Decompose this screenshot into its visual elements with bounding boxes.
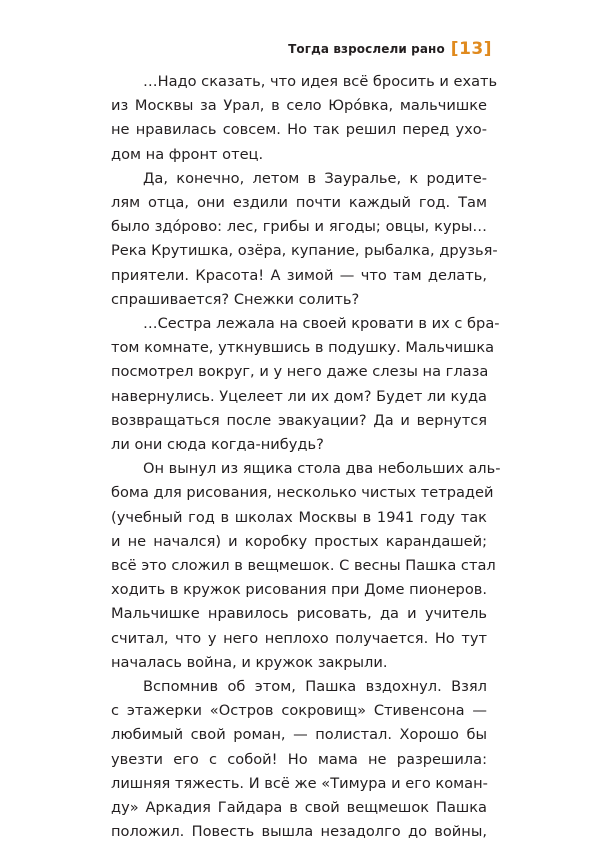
paragraph xyxy=(111,70,498,167)
text-line: Да, конечно, летом в Зауралье, к родите- xyxy=(143,169,487,187)
text-line: спрашивается? Снежки солить? xyxy=(111,290,360,308)
text-line: ли они сюда когда-нибудь? xyxy=(111,436,324,454)
paragraph xyxy=(111,675,487,844)
text-line: было здо́рово: лес, грибы и ягоды; овцы, куры… xyxy=(111,218,487,236)
text-line: ходить в кружок рисования при Доме пионеров. xyxy=(111,581,487,599)
text-line: не нравилась совсем. Но так решил перед ухо- xyxy=(111,121,487,139)
text-line: положил. Повесть вышла незадолго до войны, xyxy=(111,823,487,841)
text-line: бома для рисования, несколько чистых тетрадей xyxy=(111,484,494,502)
text-line: …Сестра лежала на своей кровати в их с бра- xyxy=(143,315,500,333)
text-line: том комнате, уткнувшись в подушку. Мальчишка xyxy=(111,339,495,357)
text-line: дом на фронт отец. xyxy=(111,145,264,163)
text-line: Вспомнив об этом, Пашка вздохнул. Взял xyxy=(143,678,487,696)
text-line: всё это сложил в вещмешок. С весны Пашка стал xyxy=(111,557,496,575)
page-number: [13] xyxy=(450,39,492,59)
paragraph xyxy=(111,457,501,675)
text-line: Река Крутишка, озёра, купание, рыбалка, друзья- xyxy=(111,242,498,260)
text-line: посмотрел вокруг, и у него даже слезы на глаза xyxy=(111,363,489,381)
text-line: увезти его с собой! Но мама не разрешила: xyxy=(111,750,487,768)
text-line: лям отца, они ездили почти каждый год. Там xyxy=(111,194,487,212)
text-line: возвращаться после эвакуации? Да и вернутся xyxy=(111,411,487,429)
text-line: приятели. Красота! А зимой — что там делать, xyxy=(111,266,487,284)
text-line: (учебный год в школах Москвы в 1941 году так xyxy=(111,508,487,526)
text-line: навернулись. Уцелеет ли их дом? Будет ли куда xyxy=(111,387,487,405)
text-line: любимый свой роман, — полистал. Хорошо бы xyxy=(111,726,487,744)
paragraph xyxy=(111,312,500,457)
paragraph xyxy=(111,167,498,312)
text-line: с этажерки «Остров сокровищ» Стивенсона — xyxy=(111,702,487,720)
text-line: и не начался) и коробку простых карандашей; xyxy=(111,532,487,550)
running-title: Тогда взрослели рано xyxy=(288,42,445,56)
body-text xyxy=(111,70,501,845)
text-line: Он вынул из ящика стола два небольших аль- xyxy=(143,460,501,478)
running-head xyxy=(288,37,492,61)
text-line: …Надо сказать, что идея всё бросить и ехать xyxy=(143,73,498,90)
text-line: Мальчишке нравилось рисовать, да и учитель xyxy=(111,605,487,623)
text-line: считал, что у него неплохо получается. Но тут xyxy=(111,629,487,647)
text-line: из Москвы за Урал, в село Юро́вка, мальчишке xyxy=(111,97,487,115)
text-line: ду» Аркадия Гайдара в свой вещмешок Пашка xyxy=(111,799,487,817)
text-line: лишняя тяжесть. И всё же «Тимура и его коман- xyxy=(111,774,488,792)
text-line: началась война, и кружок закрыли. xyxy=(111,653,388,671)
